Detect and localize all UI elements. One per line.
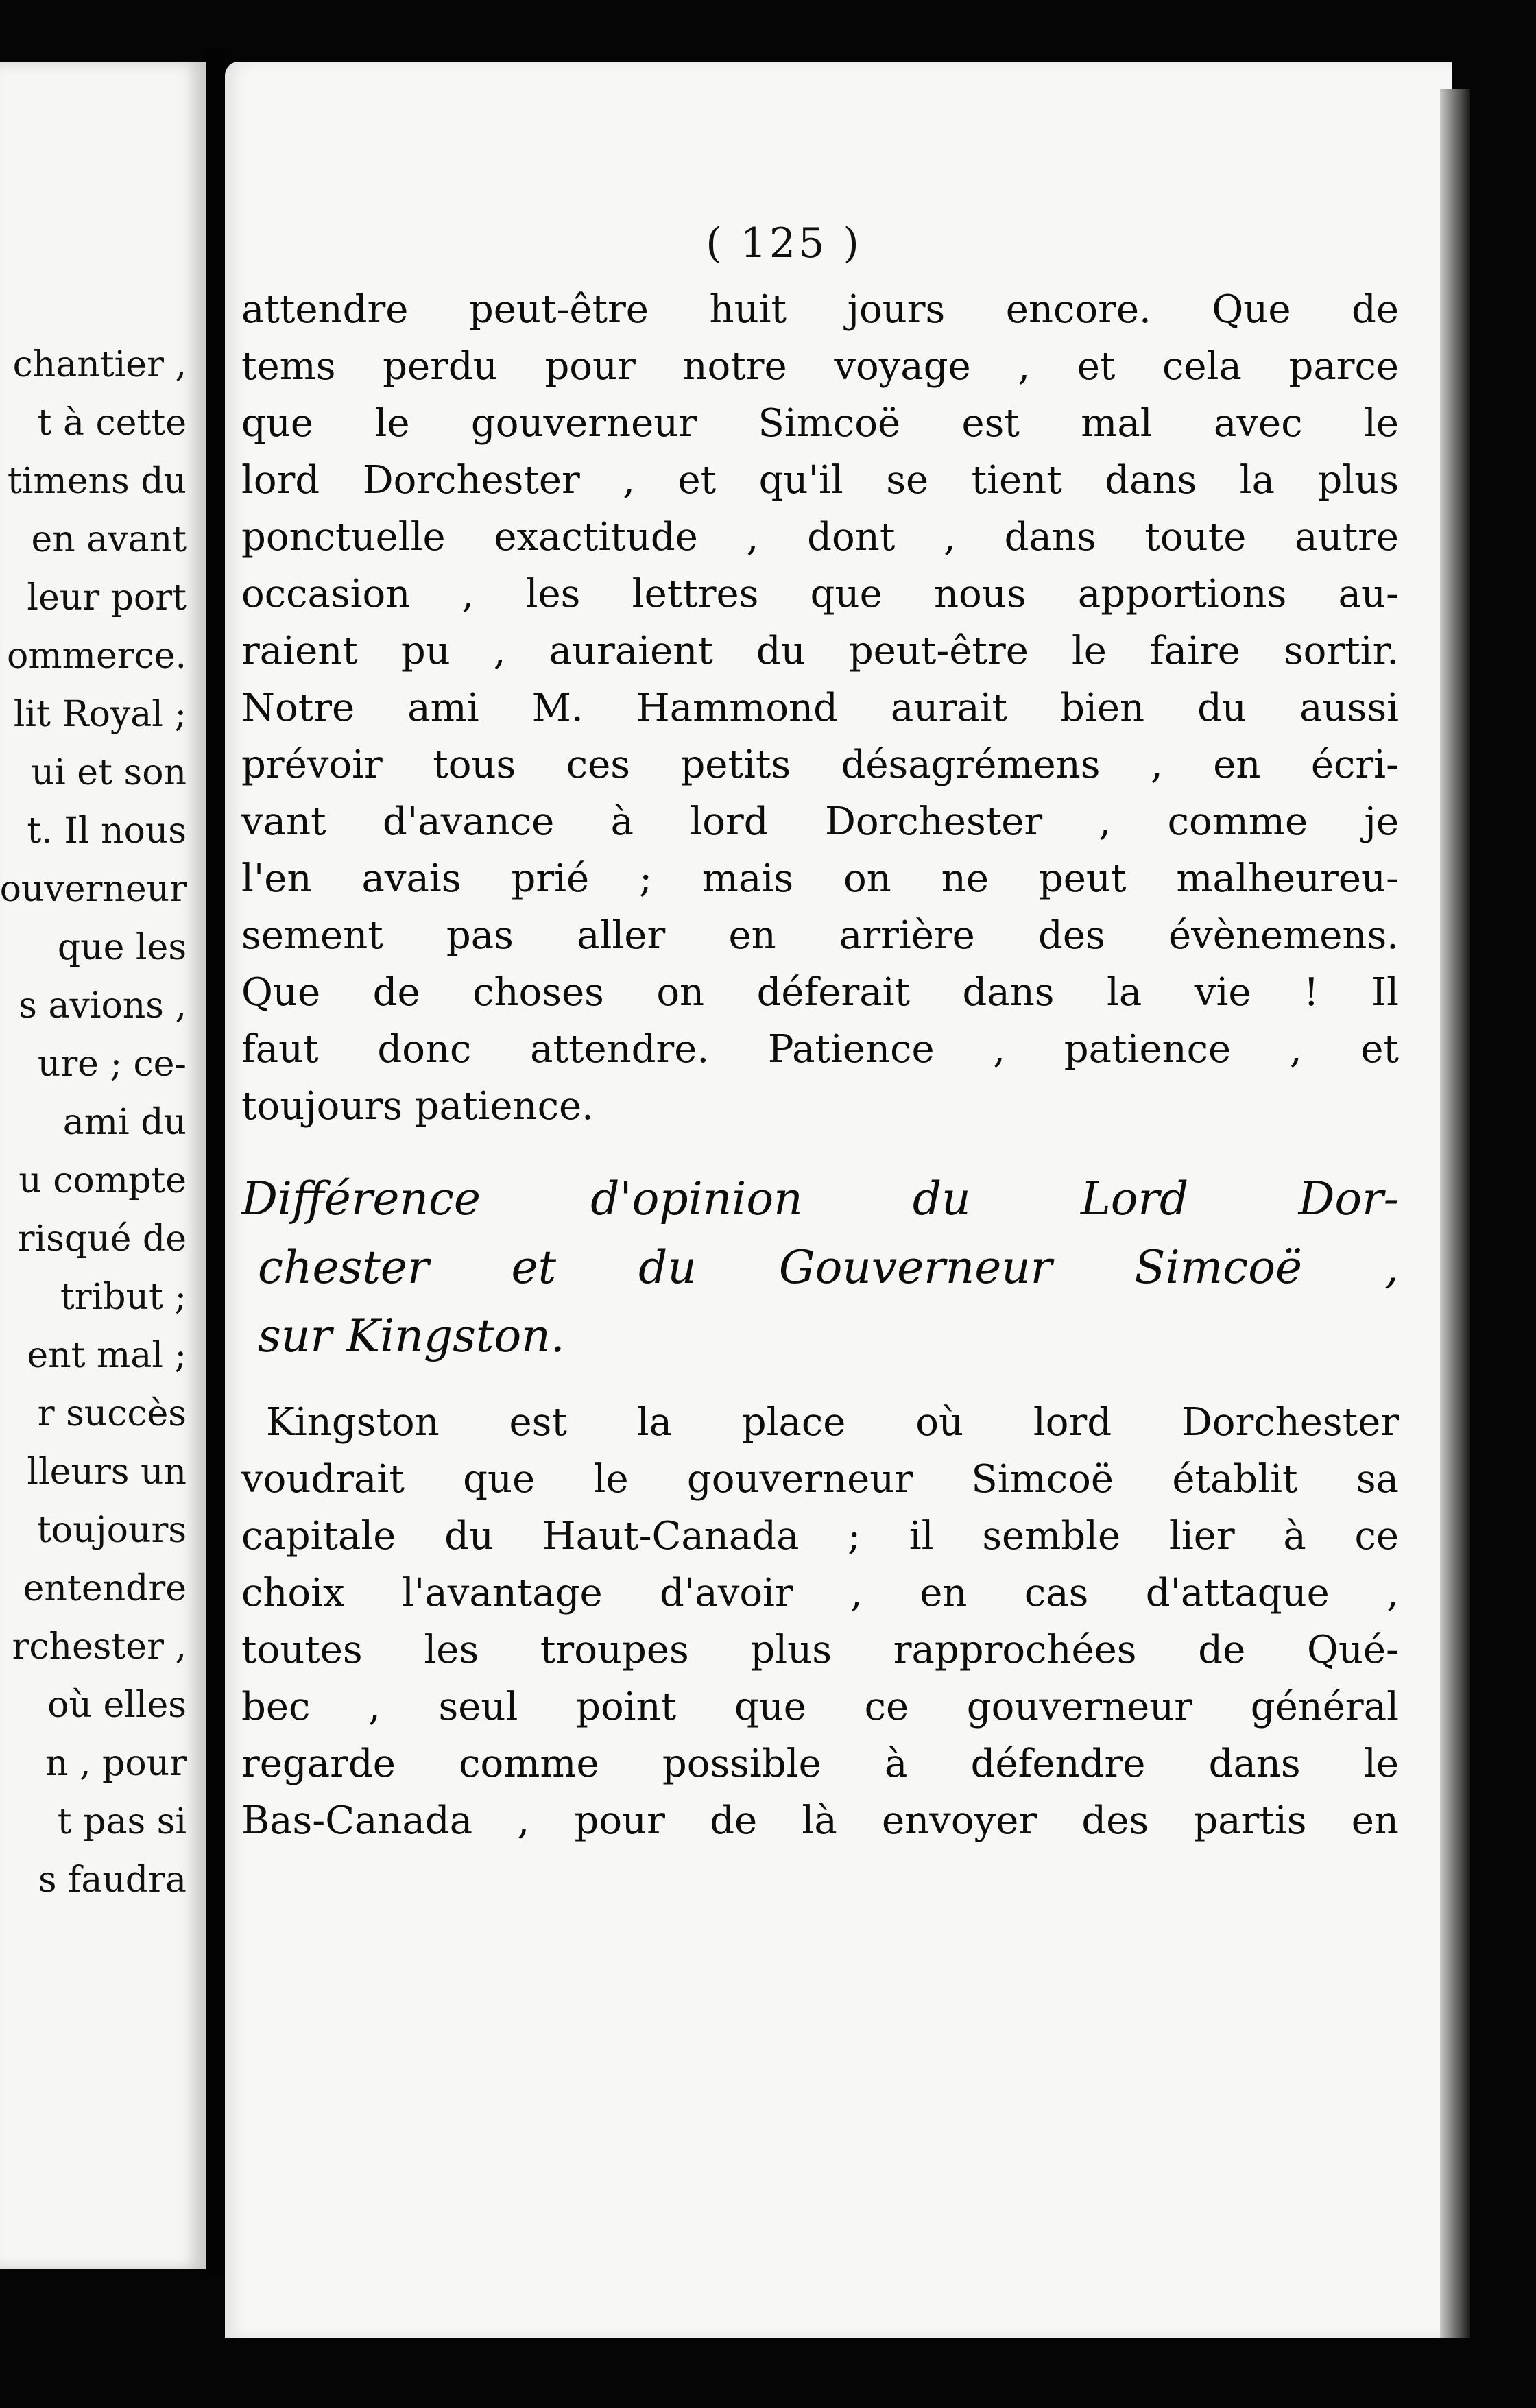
text-line: Notre ami M. Hammond aurait bien du aussi — [241, 686, 1399, 730]
text-line: sement pas aller en arrière des évènemens. — [241, 913, 1399, 958]
paragraph — [241, 1394, 1399, 1849]
text-line: toutes les troupes plus rapprochées de Qué- — [241, 1628, 1399, 1672]
text-line: toujours — [36, 1510, 187, 1551]
text-line: toujours patience. — [241, 1084, 594, 1129]
text-line: risqué de — [17, 1218, 187, 1260]
text-line: u compte — [19, 1160, 187, 1201]
text-line: ent mal ; — [27, 1335, 187, 1376]
text-line: s faudra — [38, 1859, 187, 1901]
text-line: tems perdu pour notre voyage , et cela parce — [241, 344, 1399, 389]
text-line: ure ; ce- — [37, 1044, 187, 1085]
book-gutter — [206, 48, 225, 2276]
left-page-text — [0, 336, 187, 1910]
text-line: faut donc attendre. Patience , patience , et — [241, 1027, 1399, 1072]
page-edge — [1440, 89, 1470, 2338]
text-line: ami du — [62, 1102, 187, 1143]
text-line: t pas si — [57, 1801, 187, 1842]
text-block — [241, 281, 1399, 1849]
text-line: entendre — [23, 1568, 187, 1609]
text-line: rchester , — [12, 1626, 187, 1667]
text-line: lleurs un — [27, 1452, 187, 1493]
text-line: Que de choses on déferait dans la vie ! Il — [241, 970, 1399, 1015]
text-line: raient pu , auraient du peut-être le faire sortir. — [241, 629, 1399, 673]
page-number-row — [225, 219, 1452, 267]
text-line: timens du — [7, 461, 187, 502]
text-line: attendre peut-être huit jours encore. Que de — [241, 287, 1399, 332]
paragraph — [241, 281, 1399, 1135]
text-line: regarde comme possible à défendre dans le — [241, 1742, 1399, 1786]
text-line: choix l'avantage d'avoir , en cas d'attaque , — [241, 1571, 1399, 1615]
text-line: ommerce. — [7, 636, 187, 677]
text-line: voudrait que le gouverneur Simcoë établit sa — [241, 1457, 1399, 1502]
text-line: sur Kingston. — [258, 1310, 565, 1362]
text-line: ui et son — [31, 752, 187, 793]
left-page — [0, 62, 206, 2269]
text-line: t à cette — [37, 402, 187, 444]
text-line: Kingston est la place où lord Dorchester — [266, 1400, 1399, 1445]
text-line: capitale du Haut-Canada ; il semble lier à ce — [241, 1514, 1399, 1558]
text-line: en avant — [31, 519, 187, 560]
text-line: Différence d'opinion du Lord Dor- — [241, 1172, 1399, 1225]
page-number: ( 125 ) — [706, 219, 862, 267]
text-line: lord Dorchester , et qu'il se tient dans la plus — [241, 458, 1399, 503]
text-line: ouverneur — [0, 869, 187, 910]
text-line: lit Royal ; — [13, 694, 187, 735]
text-line: Bas-Canada , pour de là envoyer des partis en — [241, 1798, 1399, 1843]
text-line: leur port — [27, 577, 187, 618]
text-line: s avions , — [19, 985, 187, 1026]
text-line: chester et du Gouverneur Simcoë , — [258, 1241, 1399, 1294]
text-line: vant d'avance à lord Dorchester , comme je — [241, 799, 1399, 844]
text-line: r succès — [37, 1393, 187, 1434]
text-line: l'en avais prié ; mais on ne peut malheureu- — [241, 856, 1399, 901]
text-line: que le gouverneur Simcoë est mal avec le — [241, 401, 1399, 446]
text-line: chantier , — [12, 344, 187, 385]
text-line: prévoir tous ces petits désagrémens , en écri- — [241, 743, 1399, 787]
section-heading — [241, 1165, 1399, 1371]
text-line: occasion , les lettres que nous apportions au- — [241, 572, 1399, 616]
text-line: t. Il nous — [27, 810, 187, 852]
text-line: ponctuelle exactitude , dont , dans toute autre — [241, 515, 1399, 559]
text-line: tribut ; — [60, 1277, 187, 1318]
right-page — [225, 62, 1452, 2338]
text-line: que les — [57, 927, 187, 968]
text-line: n , pour — [45, 1743, 187, 1784]
text-line: où elles — [47, 1685, 187, 1726]
text-line: bec , seul point que ce gouverneur général — [241, 1685, 1399, 1729]
